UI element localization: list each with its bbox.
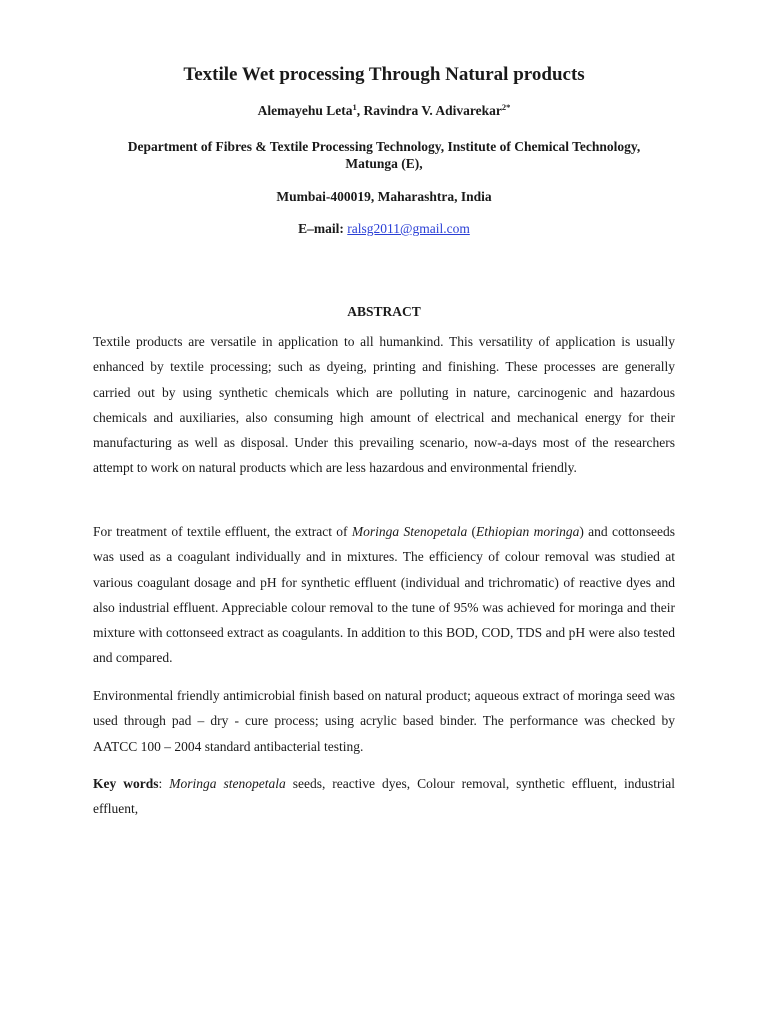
paper-title: Textile Wet processing Through Natural products	[183, 64, 585, 85]
email-link[interactable]: ralsg2011@gmail.com	[347, 221, 470, 236]
keywords-colon: :	[158, 776, 170, 791]
p2-common-name: Ethiopian moringa	[476, 524, 580, 539]
p2-text-a: For treatment of textile effluent, the extract of	[93, 524, 352, 539]
affiliation-city: Mumbai-400019, Maharashtra, India	[276, 189, 492, 204]
author-1-affiliation-mark: 1	[352, 102, 357, 112]
p2-species-name: Moringa Stenopetala	[351, 524, 468, 539]
abstract-heading: ABSTRACT	[347, 304, 421, 319]
email-line	[0, 221, 768, 237]
p2-text-c: (	[467, 524, 477, 539]
abstract-paragraph-2	[93, 519, 675, 671]
abstract-paragraph-3: Environmental friendly antimicrobial finish based on natural product; aqueous extract of moringa seed was used through pad – dry - cure process; using acrylic based binder. The performance was checked by AATCC 100 – 2004 standard antibacterial testing.	[93, 688, 675, 754]
author-line	[0, 103, 768, 119]
p2-text-e: ) and cottonseeds was used as a coagulant individually and in mixtures. The efficiency of colour removal was studied at various coagulant dosage and pH for synthetic effluent (individual and trichromatic) of reactive dyes and also industrial effluent. Appreciable colour removal to the tune of 95% was achieved for moringa and their mixture with cottonseed extract as coagulants. In addition to this BOD, COD, TDS and pH were also tested and compared.	[93, 524, 675, 666]
keywords-list: seeds, reactive dyes, Colour removal, synthetic effluent, industrial effluent,	[93, 776, 675, 817]
email-label: E–mail:	[298, 221, 344, 236]
author-1: Alemayehu Leta	[257, 103, 353, 118]
author-2: Ravindra V. Adivarekar	[363, 103, 502, 118]
affiliation: Department of Fibres & Textile Processing Technology, Institute of Chemical Technology, Matunga (E),	[127, 139, 641, 171]
keywords-species: Moringa stenopetala	[169, 776, 286, 791]
keywords-label: Key words	[93, 776, 159, 791]
author-2-affiliation-mark: 2*	[501, 102, 511, 112]
keywords-paragraph	[93, 771, 675, 822]
abstract-paragraph-1: Textile products are versatile in application to all humankind. This versatility of application is usually enhanced by textile processing; such as dyeing, printing and finishing. These processes are generally carried out by using synthetic chemicals which are polluting in nature, carcinogenic and hazardous chemicals and auxiliaries, also consuming high amount of electrical and mechanical energy for their manufacturing as well as disposal. Under this prevailing scenario, now-a-days most of the researchers attempt to work on natural products which are less hazardous and environmental friendly.	[93, 334, 675, 476]
author-separator: ,	[356, 103, 364, 118]
